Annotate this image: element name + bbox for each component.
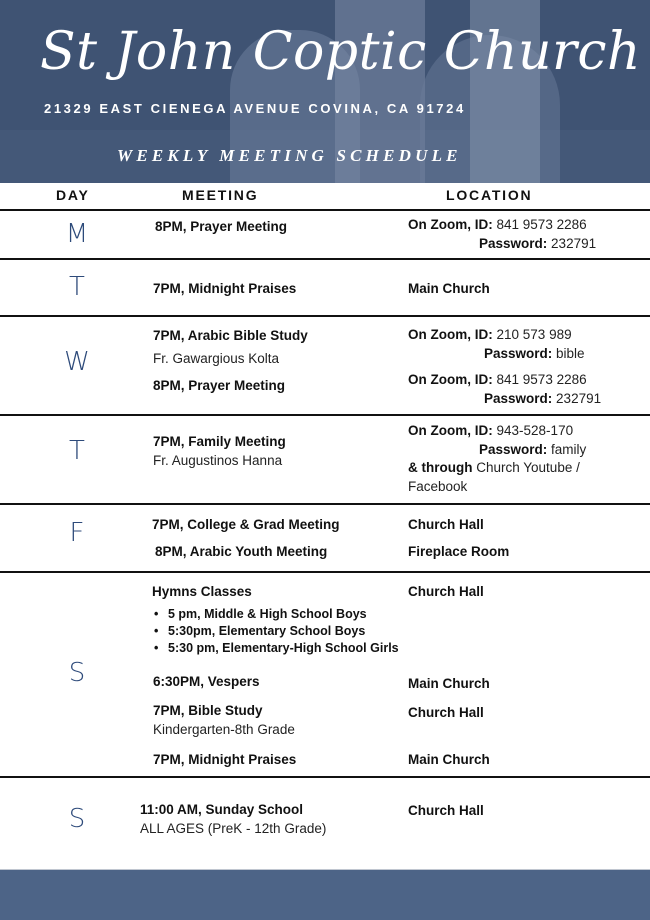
also-streamed-line	[408, 460, 580, 475]
session-item: • 5:30pm, Elementary School Boys	[168, 624, 365, 638]
meeting-location: Main Church	[408, 676, 490, 691]
meeting-note: Kindergarten-8th Grade	[153, 722, 295, 737]
zoom-id-value: 841 9573 2286	[496, 372, 587, 387]
password-line	[484, 391, 601, 406]
divider	[0, 571, 650, 573]
day-letter-saturday: S	[68, 658, 86, 688]
zoom-id-line	[408, 217, 587, 232]
meeting-note: ALL AGES (PreK - 12th Grade)	[140, 821, 327, 836]
zoom-id-line	[408, 423, 573, 438]
password-line	[479, 442, 586, 457]
meeting-title: 8PM, Prayer Meeting	[153, 378, 286, 393]
session-item: • 5 pm, Middle & High School Boys	[168, 607, 367, 621]
meeting-title: 8PM, Prayer Meeting	[155, 219, 288, 234]
column-header-meeting: MEETING	[182, 187, 259, 203]
password-value: 232791	[556, 391, 602, 406]
header-banner	[0, 0, 650, 183]
schedule-subtitle: WEEKLY MEETING SCHEDULE	[117, 146, 462, 165]
meeting-location: Church Hall	[408, 705, 484, 720]
meeting-location: Main Church	[408, 281, 490, 296]
stream-channels-cont: Facebook	[408, 479, 468, 494]
meeting-title: 6:30PM, Vespers	[153, 674, 260, 689]
session-item: • 5:30 pm, Elementary-High School Girls	[168, 641, 399, 655]
divider	[0, 503, 650, 505]
meeting-title: 7PM, Family Meeting	[153, 434, 286, 449]
church-address: 21329 EAST CIENEGA AVENUE COVINA, CA 91724	[44, 101, 466, 116]
meeting-leader: Fr. Gawargious Kolta	[153, 351, 280, 366]
zoom-id-label: On Zoom, ID:	[408, 217, 493, 232]
meeting-location: Church Hall	[408, 803, 484, 818]
password-value: family	[551, 442, 587, 457]
day-letter-tuesday: T	[69, 272, 85, 302]
church-title: St John Coptic Church	[40, 22, 642, 82]
column-header-location: LOCATION	[446, 187, 533, 203]
meeting-location: Fireplace Room	[408, 544, 510, 559]
divider	[0, 414, 650, 416]
meeting-title: 7PM, College & Grad Meeting	[152, 517, 340, 532]
column-header-day: DAY	[56, 187, 90, 203]
meeting-title: 7PM, Midnight Praises	[153, 752, 297, 767]
password-line	[484, 346, 585, 361]
zoom-id-label: On Zoom, ID:	[408, 423, 493, 438]
password-label: Password:	[484, 346, 553, 361]
divider	[0, 315, 650, 317]
divider	[0, 209, 650, 211]
stream-channels: Church Youtube /	[476, 460, 580, 475]
zoom-id-line	[408, 372, 587, 387]
zoom-id-label: On Zoom, ID:	[408, 327, 493, 342]
password-line	[479, 236, 596, 251]
day-letter-sunday: S	[68, 804, 86, 834]
zoom-id-value: 943-528-170	[496, 423, 574, 438]
day-letter-monday: M	[65, 219, 89, 249]
zoom-id-value: 210 573 989	[496, 327, 572, 342]
meeting-location: Church Hall	[408, 584, 484, 599]
zoom-id-value: 841 9573 2286	[496, 217, 587, 232]
password-label: Password:	[484, 391, 553, 406]
meeting-title: 7PM, Bible Study	[153, 703, 263, 718]
through-label: & through	[408, 460, 473, 475]
meeting-title: 11:00 AM, Sunday School	[140, 802, 304, 817]
divider	[0, 258, 650, 260]
day-letter-thursday: T	[69, 436, 85, 466]
password-value: 232791	[551, 236, 597, 251]
meeting-location: Church Hall	[408, 517, 484, 532]
meeting-title: 7PM, Arabic Bible Study	[153, 328, 308, 343]
divider	[0, 776, 650, 778]
password-value: bible	[556, 346, 585, 361]
meeting-title: 7PM, Midnight Praises	[153, 281, 297, 296]
password-label: Password:	[479, 236, 548, 251]
password-label: Password:	[479, 442, 548, 457]
meeting-title: 8PM, Arabic Youth Meeting	[155, 544, 328, 559]
meeting-leader: Fr. Augustinos Hanna	[153, 453, 283, 468]
footer-band	[0, 869, 650, 920]
day-letter-wednesday: W	[64, 347, 90, 377]
meeting-title: Hymns Classes	[152, 584, 252, 599]
zoom-id-label: On Zoom, ID:	[408, 372, 493, 387]
day-letter-friday: F	[69, 518, 85, 548]
zoom-id-line	[408, 327, 572, 342]
meeting-location: Main Church	[408, 752, 490, 767]
